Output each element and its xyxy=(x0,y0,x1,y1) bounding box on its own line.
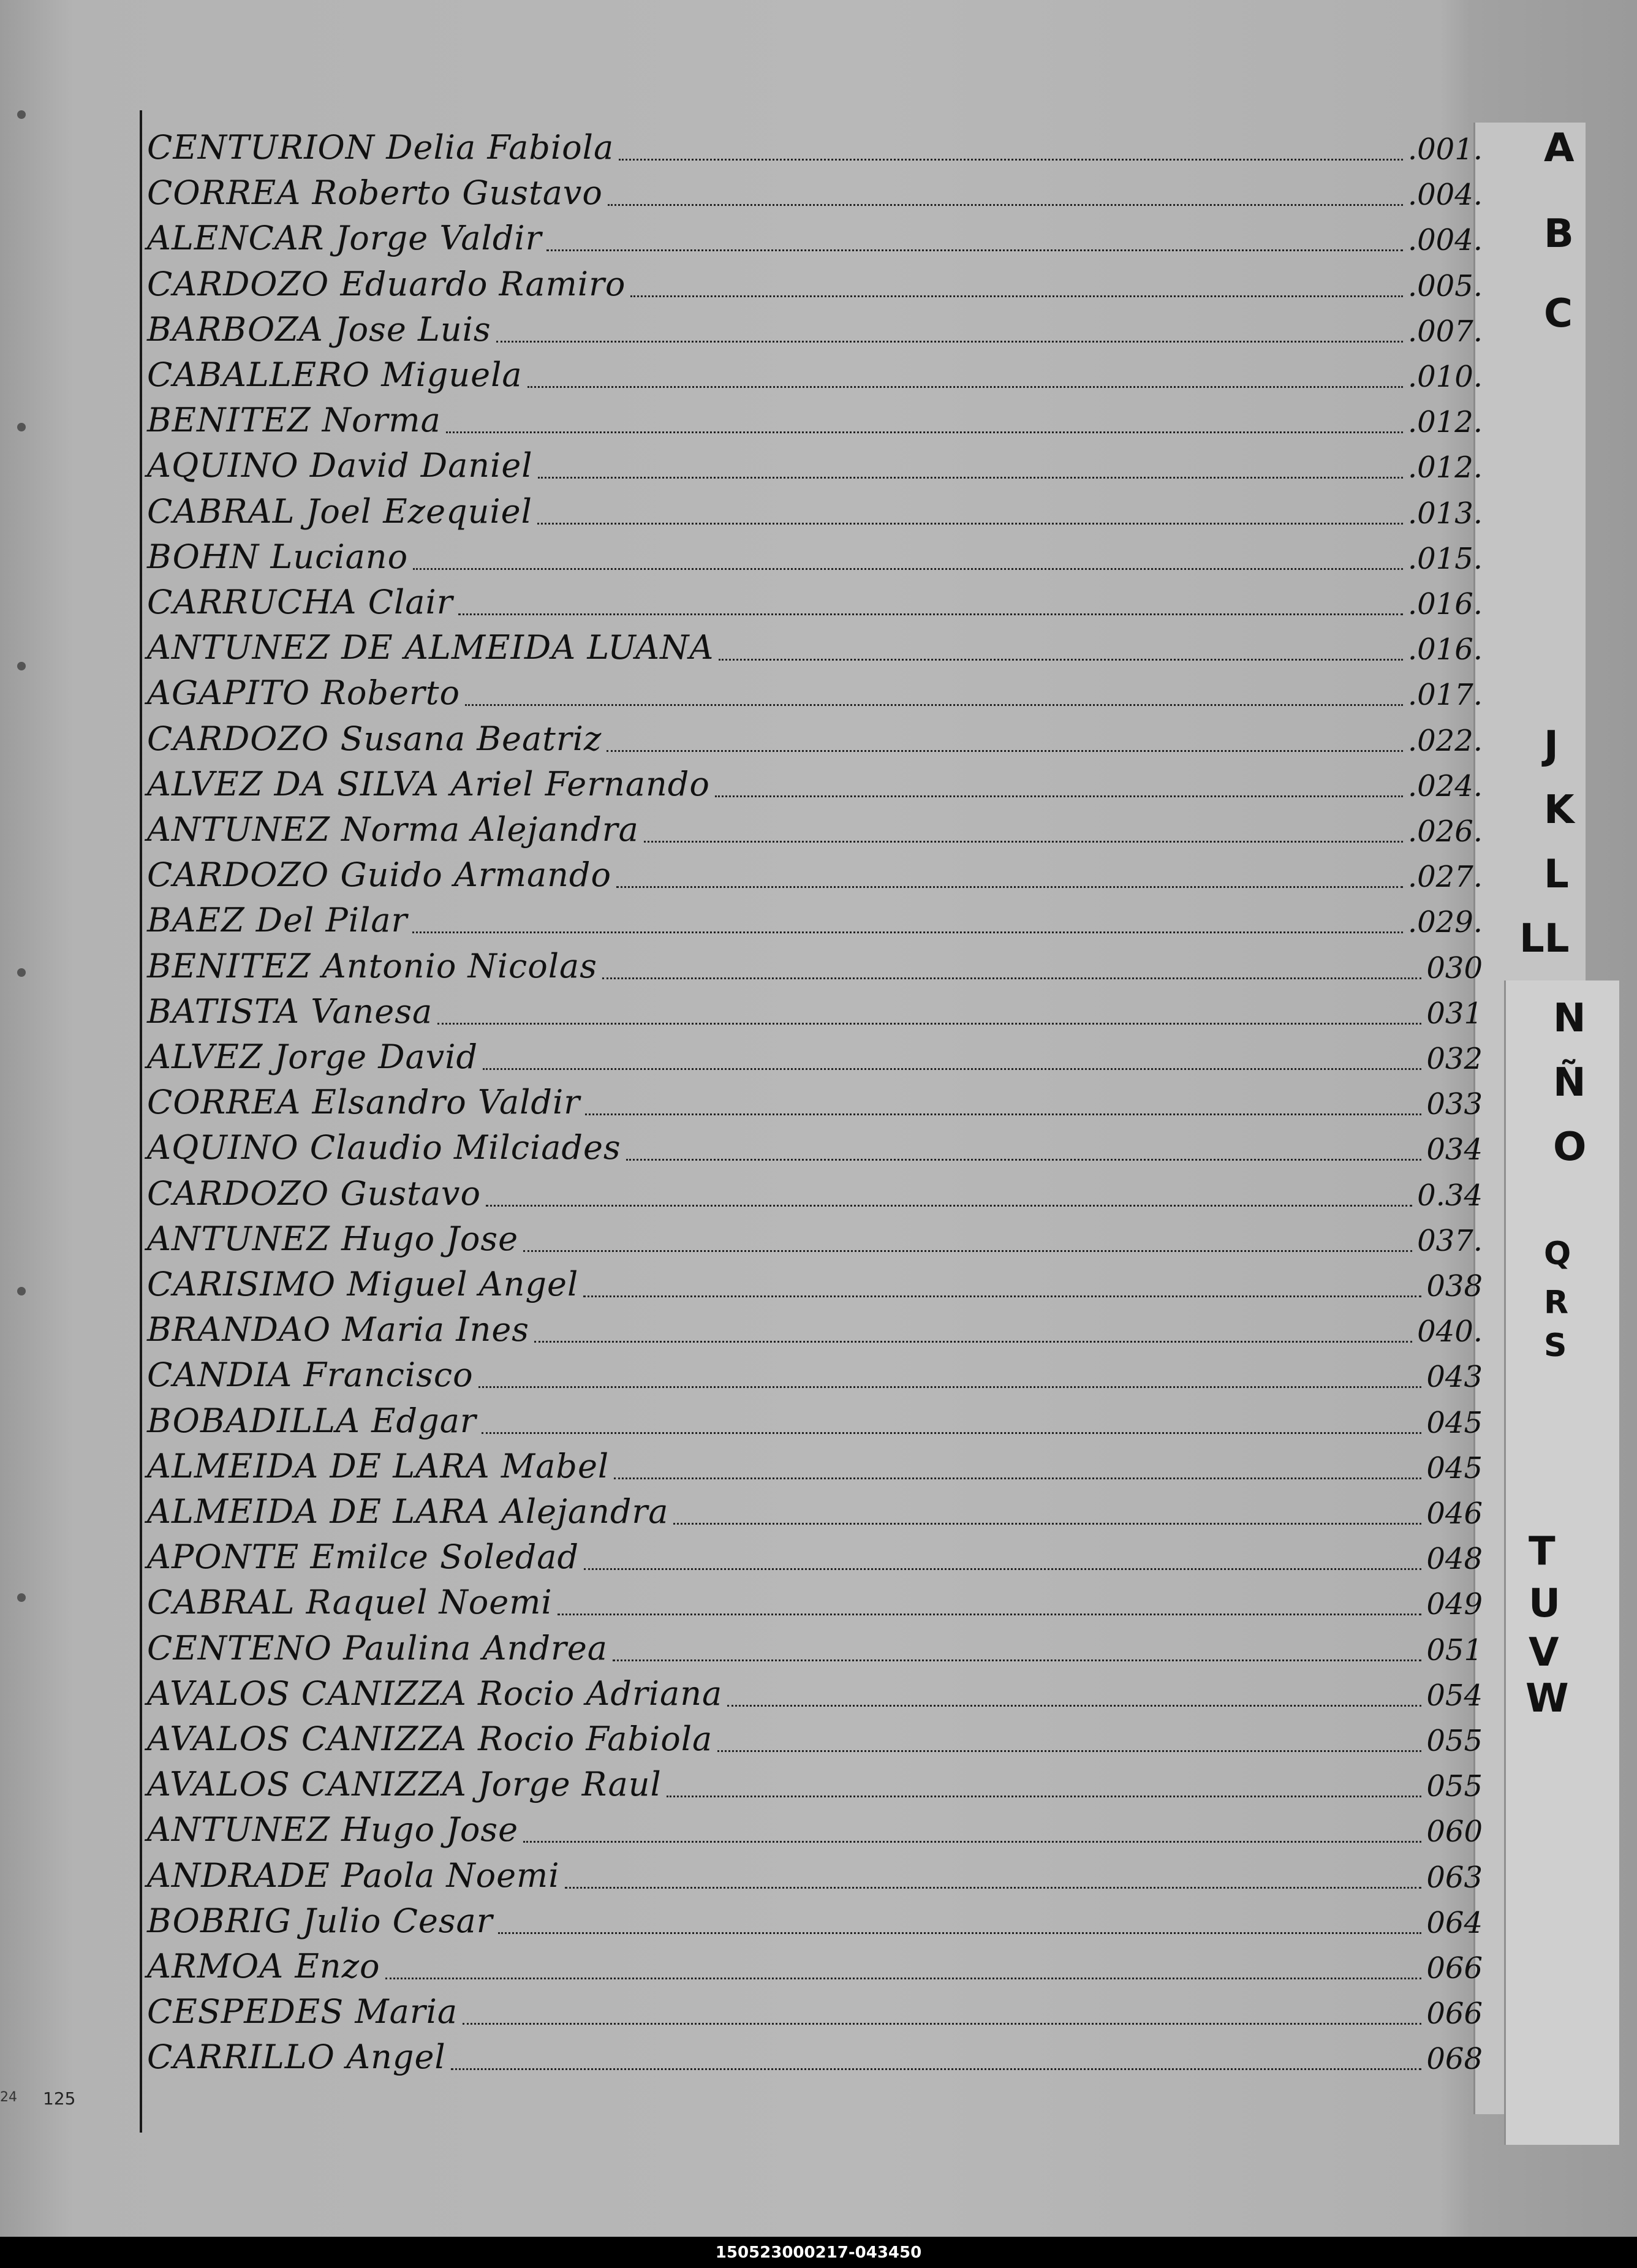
entry-number: 037. xyxy=(1417,1223,1483,1258)
entry-number: 060 xyxy=(1426,1815,1483,1849)
entry-number: 051 xyxy=(1426,1633,1483,1667)
list-entry xyxy=(147,532,1483,576)
entry-number: .004. xyxy=(1407,223,1483,258)
list-entry xyxy=(147,1851,1483,1895)
dot-leader xyxy=(667,1795,1422,1797)
list-entry xyxy=(147,441,1483,485)
dot-leader xyxy=(616,886,1403,888)
dot-leader xyxy=(719,658,1402,661)
list-entry xyxy=(147,1032,1483,1076)
dot-leader xyxy=(619,158,1403,161)
list-entry xyxy=(147,1350,1483,1394)
list-entry xyxy=(147,350,1483,394)
dot-leader xyxy=(614,1477,1421,1479)
list-entry xyxy=(147,1941,1483,1985)
dot-leader xyxy=(458,613,1403,615)
entry-number: 063 xyxy=(1426,1860,1483,1895)
entry-number: 045 xyxy=(1426,1405,1483,1440)
index-tab-u[interactable]: U xyxy=(1529,1581,1560,1626)
entry-number: 038 xyxy=(1426,1269,1483,1303)
dot-leader xyxy=(602,977,1421,979)
index-tab-ñ[interactable]: Ñ xyxy=(1553,1060,1586,1106)
dot-leader xyxy=(727,1704,1421,1707)
index-tab-b[interactable]: B xyxy=(1544,211,1574,257)
entry-number: .012. xyxy=(1407,450,1483,485)
entry-number: 068 xyxy=(1426,2042,1483,2077)
list-entry xyxy=(147,1123,1483,1167)
entry-name: ANDRADE Paola Noemi xyxy=(147,1856,560,1895)
list-entry xyxy=(147,714,1483,758)
entry-name: ANTUNEZ DE ALMEIDA LUANA xyxy=(147,628,714,667)
list-entry xyxy=(147,759,1483,803)
entry-number: 049 xyxy=(1426,1587,1483,1622)
entry-name: ARMOA Enzo xyxy=(147,1947,380,1985)
dot-leader xyxy=(584,1568,1421,1570)
entry-number: 066 xyxy=(1426,1951,1483,1985)
entry-number: 030 xyxy=(1426,950,1483,985)
entry-number: 066 xyxy=(1426,1997,1483,2031)
entry-name: BRANDAO Maria Ines xyxy=(147,1310,530,1349)
dot-leader xyxy=(486,1204,1412,1207)
entry-name: ALMEIDA DE LARA Mabel xyxy=(147,1446,610,1485)
list-entry xyxy=(147,1623,1483,1667)
list-entry xyxy=(147,1441,1483,1485)
list-entry xyxy=(147,395,1483,439)
entry-number: 043 xyxy=(1426,1360,1483,1395)
entry-name: ALVEZ DA SILVA Ariel Fernando xyxy=(147,764,710,803)
dot-leader xyxy=(523,1250,1412,1252)
list-entry xyxy=(147,1305,1483,1349)
entry-number: 055 xyxy=(1426,1724,1483,1758)
entry-name: CARDOZO Susana Beatriz xyxy=(147,719,602,758)
entry-number: 034 xyxy=(1426,1132,1483,1167)
entry-number: 032 xyxy=(1426,1042,1483,1076)
list-entry xyxy=(147,259,1483,303)
entry-number: .001. xyxy=(1407,132,1483,167)
list-entry xyxy=(147,577,1483,621)
list-entry xyxy=(147,668,1483,712)
list-entry xyxy=(147,805,1483,849)
list-entry xyxy=(147,1214,1483,1258)
dot-leader xyxy=(446,431,1403,433)
list-entry xyxy=(147,1714,1483,1758)
entry-number: 046 xyxy=(1426,1496,1483,1531)
entry-name: AQUINO Claudio Milciades xyxy=(147,1128,621,1167)
entry-name: ALMEIDA DE LARA Alejandra xyxy=(147,1492,669,1531)
index-tab-w[interactable]: W xyxy=(1525,1676,1569,1721)
dot-leader xyxy=(496,340,1403,343)
entry-number: .016. xyxy=(1407,632,1483,667)
index-tab-n[interactable]: N xyxy=(1553,996,1586,1041)
dot-leader xyxy=(583,1295,1421,1297)
dot-leader xyxy=(585,1113,1421,1115)
entry-name: BENITEZ Norma xyxy=(147,401,441,440)
dot-leader xyxy=(437,1022,1421,1025)
dot-leader xyxy=(608,203,1403,206)
list-entry xyxy=(147,305,1483,349)
entry-name: CENTURION Delia Fabiola xyxy=(147,128,614,167)
dot-leader xyxy=(673,1522,1421,1525)
entry-number: .029. xyxy=(1407,905,1483,940)
index-tab-t[interactable]: T xyxy=(1529,1529,1556,1574)
list-entry xyxy=(147,487,1483,531)
index-tab-a[interactable]: A xyxy=(1544,126,1575,171)
binder-hole xyxy=(17,1287,26,1295)
dot-leader xyxy=(715,795,1403,797)
entry-number: 031 xyxy=(1426,996,1483,1031)
entry-name: ANTUNEZ Hugo Jose xyxy=(147,1219,519,1258)
list-entry xyxy=(147,895,1483,939)
entry-name: APONTE Emilce Soledad xyxy=(147,1538,580,1577)
dot-leader xyxy=(413,567,1403,570)
index-tab-q[interactable]: Q xyxy=(1544,1235,1571,1272)
entry-name: ALVEZ Jorge David xyxy=(147,1037,478,1076)
entry-name: AQUINO David Daniel xyxy=(147,446,533,485)
dot-leader xyxy=(412,931,1403,933)
list-entry xyxy=(147,987,1483,1031)
entry-number: .010. xyxy=(1407,360,1483,394)
entry-name: ANTUNEZ Hugo Jose xyxy=(147,1810,519,1849)
entry-name: CARDOZO Gustavo xyxy=(147,1174,482,1213)
dot-leader xyxy=(630,295,1402,297)
footer-code: 150523000217-043450 xyxy=(715,2243,922,2262)
entry-name: CABRAL Raquel Noemi xyxy=(147,1583,553,1622)
dot-leader xyxy=(463,2022,1421,2025)
entry-number: 040. xyxy=(1417,1314,1483,1349)
footer-bar xyxy=(0,2237,1637,2268)
entry-number: .012. xyxy=(1407,405,1483,440)
binder-hole xyxy=(17,662,26,670)
binder-hole xyxy=(17,968,26,977)
entry-name: AVALOS CANIZZA Rocio Fabiola xyxy=(147,1720,713,1758)
entry-name: CORREA Roberto Gustavo xyxy=(147,173,603,213)
entry-number: .027. xyxy=(1407,860,1483,895)
entry-number: .022. xyxy=(1407,723,1483,758)
dot-leader xyxy=(607,749,1402,752)
list-entry xyxy=(147,1669,1483,1713)
index-tab-k[interactable]: K xyxy=(1544,787,1575,833)
dot-leader xyxy=(523,1840,1421,1843)
list-entry xyxy=(147,1532,1483,1576)
entry-name: CORREA Elsandro Valdir xyxy=(147,1083,581,1122)
dot-leader xyxy=(537,522,1403,525)
dot-leader xyxy=(483,1068,1421,1070)
entry-number: .024. xyxy=(1407,768,1483,803)
list-entry xyxy=(147,1259,1483,1303)
dot-leader xyxy=(451,2068,1422,2070)
dot-leader xyxy=(527,385,1403,388)
list-entry xyxy=(147,1987,1483,2031)
entry-name: ANTUNEZ Norma Alejandra xyxy=(147,810,639,849)
list-entry xyxy=(147,1077,1483,1121)
entry-name: CARDOZO Guido Armando xyxy=(147,855,611,895)
dot-leader xyxy=(385,1977,1422,1979)
page-number-prefix: 24 xyxy=(0,2090,17,2105)
entry-number: 064 xyxy=(1426,1905,1483,1940)
dot-leader xyxy=(626,1158,1422,1161)
list-entry xyxy=(147,1896,1483,1940)
dot-leader xyxy=(558,1613,1422,1615)
list-entry xyxy=(147,213,1483,257)
entry-number: 054 xyxy=(1426,1678,1483,1713)
list-entry xyxy=(147,1169,1483,1213)
dot-leader xyxy=(613,1659,1421,1661)
entry-number: .026. xyxy=(1407,814,1483,849)
entry-number: .013. xyxy=(1407,496,1483,531)
dot-leader xyxy=(565,1886,1422,1889)
entry-number: .005. xyxy=(1407,268,1483,303)
binder-hole xyxy=(17,423,26,431)
entry-name: BENITEZ Antonio Nicolas xyxy=(147,946,597,985)
entry-name: CARDOZO Eduardo Ramiro xyxy=(147,264,626,303)
dot-leader xyxy=(546,249,1402,251)
list-entry xyxy=(147,123,1483,167)
index-tab-v[interactable]: V xyxy=(1529,1630,1559,1675)
entry-number: 045 xyxy=(1426,1451,1483,1485)
index-tab-j[interactable]: J xyxy=(1544,723,1559,768)
entry-name: CABRAL Joel Ezequiel xyxy=(147,491,532,531)
list-entry xyxy=(147,1396,1483,1440)
entry-name: CARRUCHA Clair xyxy=(147,583,453,621)
entry-name: AVALOS CANIZZA Rocio Adriana xyxy=(147,1674,723,1713)
entry-number: .007. xyxy=(1407,314,1483,349)
page-number: 125 xyxy=(43,2088,76,2109)
entry-number: .015. xyxy=(1407,541,1483,576)
entry-name: BATISTA Vanesa xyxy=(147,992,433,1031)
dot-leader xyxy=(534,1340,1412,1343)
index-tab-c[interactable]: C xyxy=(1544,291,1573,336)
list-entry xyxy=(147,2032,1483,2076)
entry-name: BARBOZA Jose Luis xyxy=(147,309,491,349)
binder-hole xyxy=(17,110,26,119)
list-entry xyxy=(147,1577,1483,1621)
entry-name: CENTENO Paulina Andrea xyxy=(147,1628,608,1667)
binder-hole xyxy=(17,1593,26,1602)
entry-name: CARRILLO Angel xyxy=(147,2038,446,2077)
entry-number: .004. xyxy=(1407,178,1483,213)
entry-name: BOBADILLA Edgar xyxy=(147,1401,477,1440)
index-tab-ll[interactable]: LL xyxy=(1519,916,1570,961)
entry-name: ALENCAR Jorge Valdir xyxy=(147,219,542,258)
dot-leader xyxy=(538,476,1403,479)
list-entry xyxy=(147,168,1483,212)
dot-leader xyxy=(498,1932,1422,1934)
dot-leader xyxy=(465,704,1403,706)
entry-number: 048 xyxy=(1426,1542,1483,1577)
entry-name: AVALOS CANIZZA Jorge Raul xyxy=(147,1765,662,1804)
list-entry xyxy=(147,1759,1483,1803)
entry-name: CABALLERO Miguela xyxy=(147,355,523,394)
list-entry xyxy=(147,623,1483,667)
entry-name: BOHN Luciano xyxy=(147,537,409,576)
margin-line xyxy=(140,110,142,2133)
dot-leader xyxy=(644,840,1403,843)
dot-leader xyxy=(482,1432,1422,1434)
entry-name: CARISIMO Miguel Angel xyxy=(147,1265,579,1303)
list-entry xyxy=(147,850,1483,894)
entry-name: AGAPITO Roberto xyxy=(147,673,460,713)
index-tab-o[interactable]: O xyxy=(1553,1125,1587,1170)
list-entry xyxy=(147,941,1483,985)
dot-leader xyxy=(478,1386,1422,1388)
index-tab-l[interactable]: L xyxy=(1544,852,1569,897)
entry-name: CANDIA Francisco xyxy=(147,1356,474,1395)
index-tab-s[interactable]: S xyxy=(1544,1327,1567,1364)
entry-number: 033 xyxy=(1426,1087,1483,1122)
entry-number: .017. xyxy=(1407,678,1483,713)
list-entry xyxy=(147,1487,1483,1531)
entry-name: BOBRIG Julio Cesar xyxy=(147,1901,493,1940)
entry-name: BAEZ Del Pilar xyxy=(147,901,408,940)
index-tab-r[interactable]: R xyxy=(1544,1284,1569,1321)
dot-leader xyxy=(717,1750,1421,1752)
entry-name: CESPEDES Maria xyxy=(147,1992,458,2031)
entry-number: .016. xyxy=(1407,587,1483,621)
entry-number: 0.34 xyxy=(1417,1178,1483,1213)
entry-number: 055 xyxy=(1426,1769,1483,1804)
list-entry xyxy=(147,1805,1483,1849)
